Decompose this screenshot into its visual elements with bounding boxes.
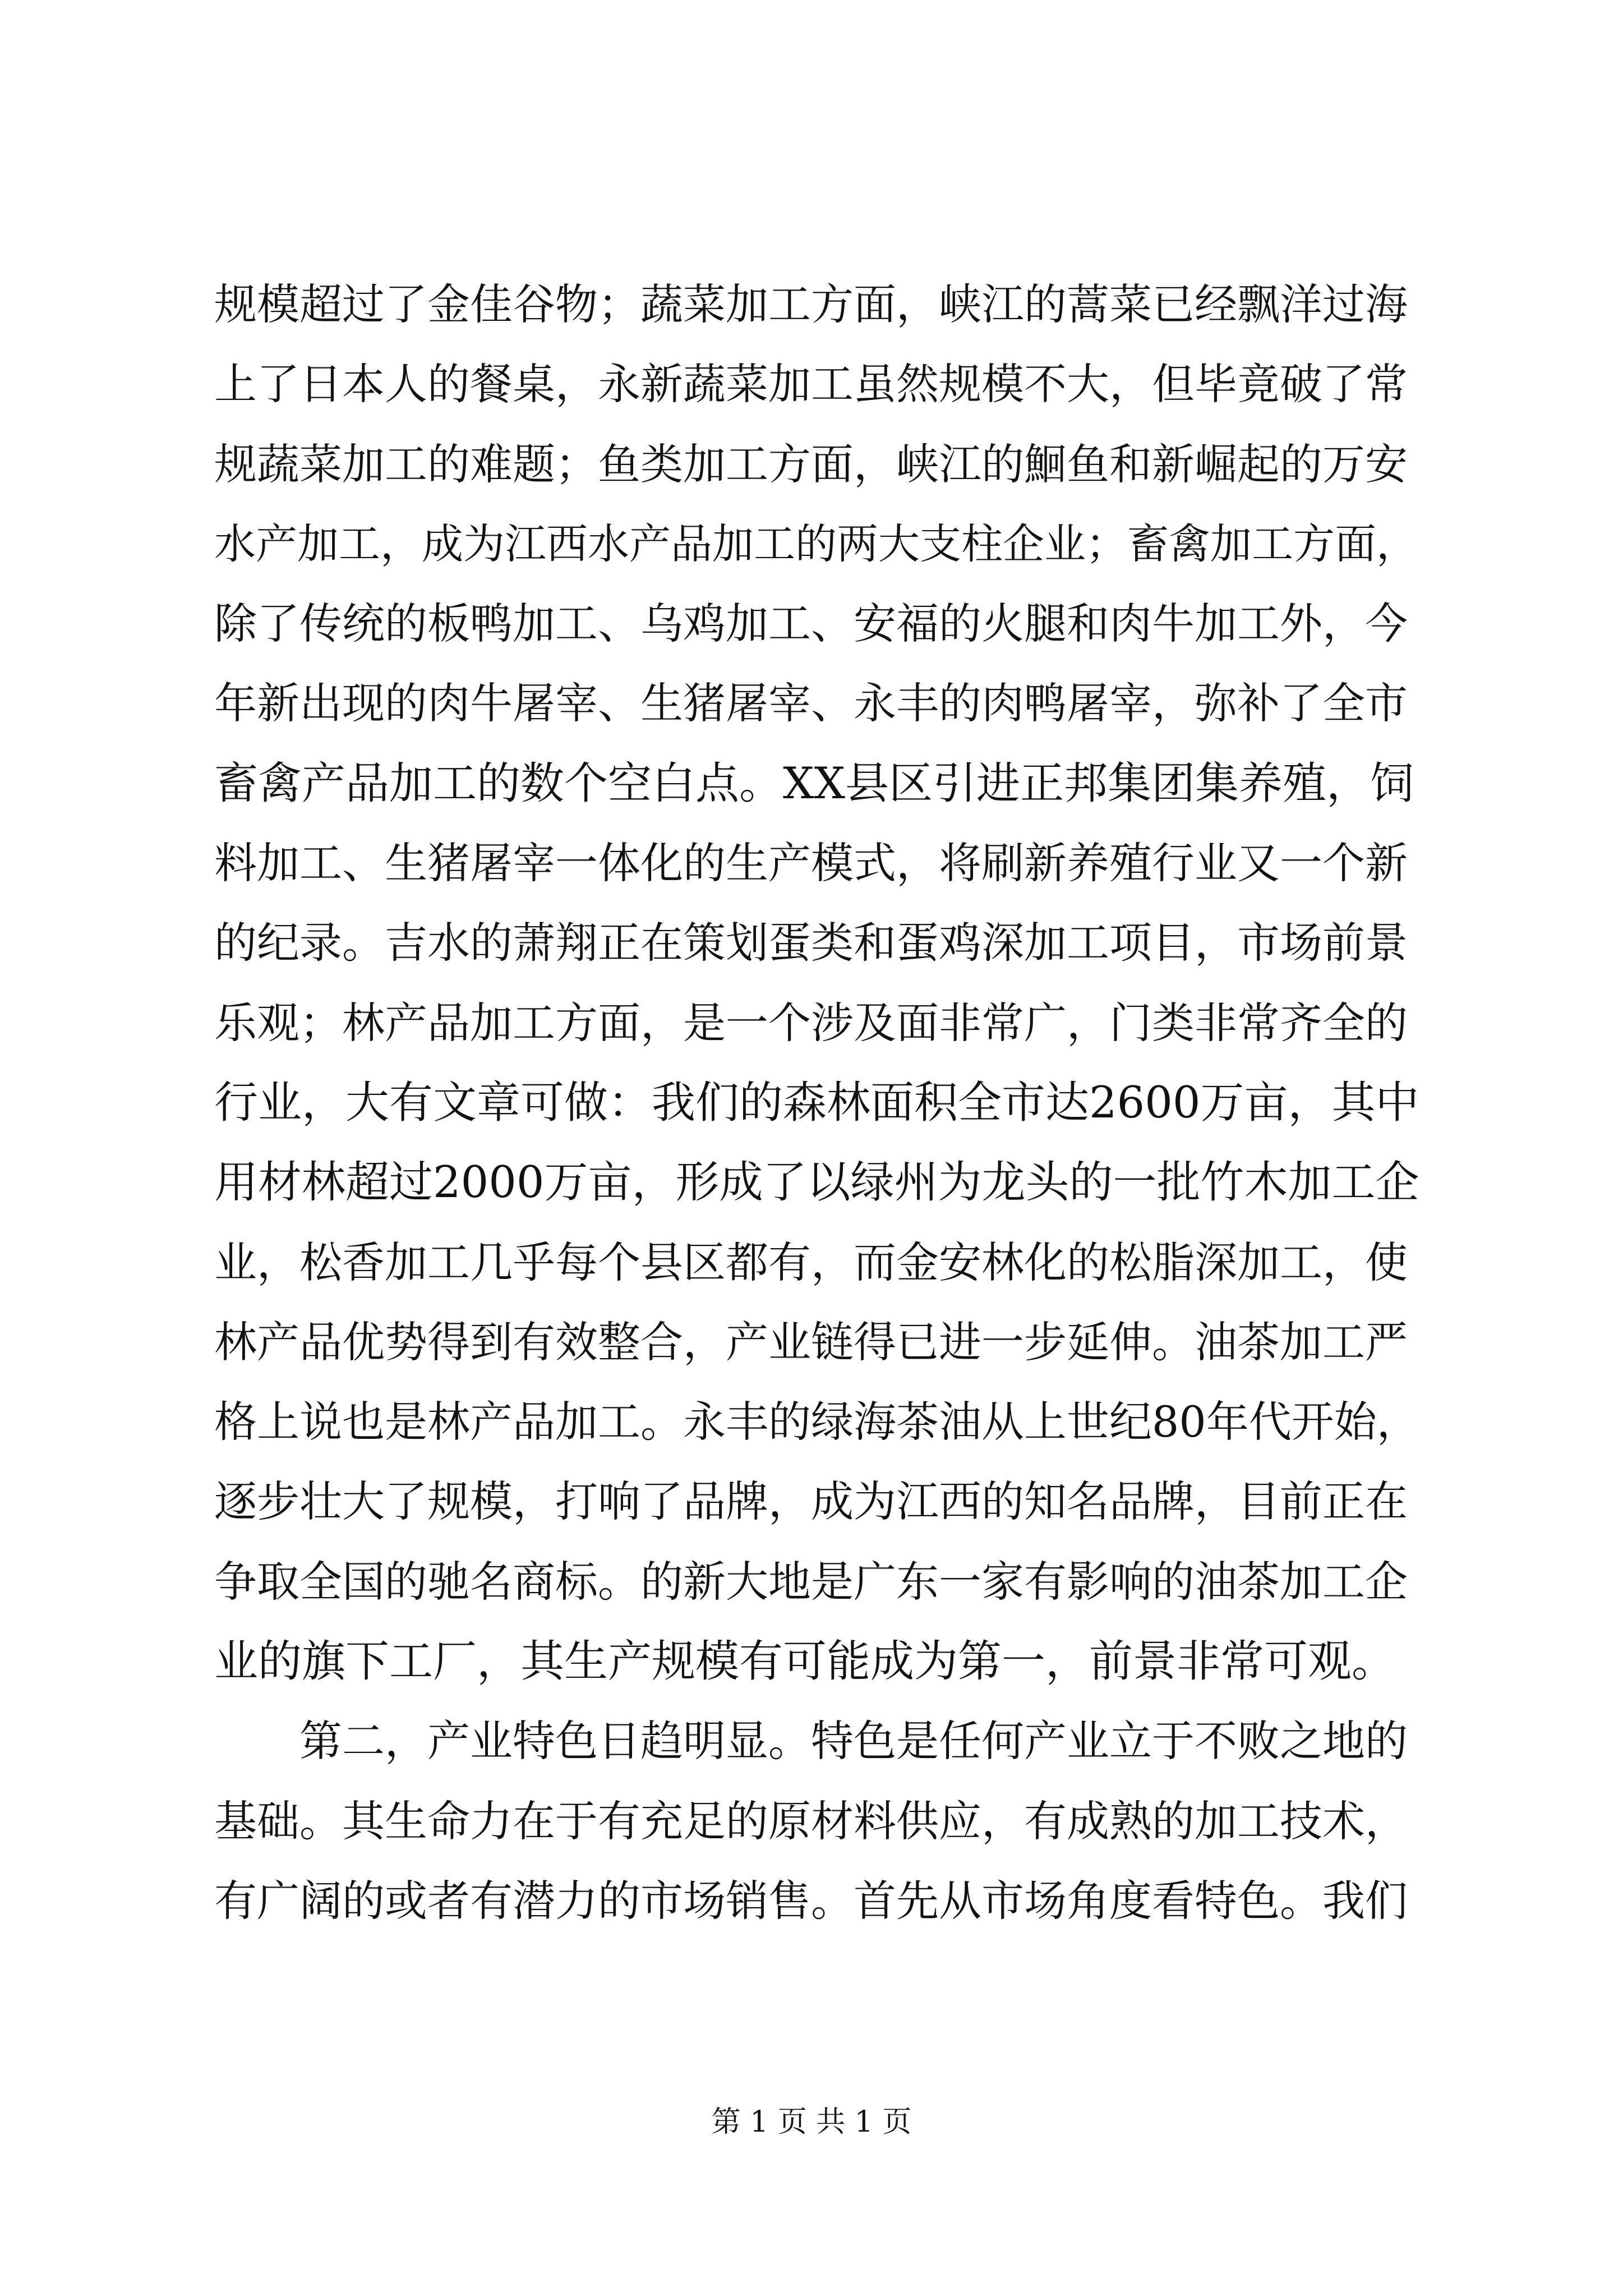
text-line: 料加工、生猪屠宰一体化的生产模式，将刷新养殖行业又一个新 (214, 838, 1408, 889)
text-line: 年新出现的肉牛屠宰、生猪屠宰、永丰的肉鸭屠宰，弥补了全市 (214, 678, 1408, 729)
text-line: 用材林超过2000万亩，形成了以绿州为龙头的一批竹木加工企 (214, 1157, 1419, 1208)
text-line: 乐观；林产品加工方面，是一个涉及面非常广，门类非常齐全的 (214, 997, 1408, 1048)
text-line: 格上说也是林产品加工。永丰的绿海茶油从上世纪80年代开始， (214, 1397, 1419, 1447)
text-line: 的纪录。吉水的萧翔正在策划蛋类和蛋鸡深加工项目，市场前景 (214, 918, 1408, 968)
paragraph-start-line: 第二，产业特色日趋明显。特色是任何产业立于不败之地的 (214, 1716, 1408, 1766)
text-line: 争取全国的驰名商标。的新大地是广东一家有影响的油茶加工企 (214, 1556, 1408, 1607)
text-line: 上了日本人的餐桌，永新蔬菜加工虽然规模不大，但毕竟破了常 (214, 359, 1408, 409)
text-line: 林产品优势得到有效整合，产业链得已进一步延伸。油茶加工严 (214, 1317, 1408, 1367)
text-line: 有广阔的或者有潜力的市场销售。首先从市场角度看特色。我们 (214, 1875, 1408, 1926)
text-line: 逐步壮大了规模，打响了品牌，成为江西的知名品牌，目前正在 (214, 1476, 1408, 1527)
text-line: 基础。其生命力在于有充足的原材料供应，有成熟的加工技术， (214, 1796, 1408, 1846)
text-line: 水产加工，成为江西水产品加工的两大支柱企业；畜禽加工方面， (214, 519, 1418, 568)
body-text (214, 265, 1421, 1941)
text-line: 业，松香加工几乎每个县区都有，而金安林化的松脂深加工，使 (214, 1237, 1408, 1287)
text-line: 规模超过了金佳谷物；蔬菜加工方面，峡江的蒿菜已经飘洋过海 (214, 279, 1408, 329)
text-line: 业的旗下工厂，其生产规模有可能成为第一，前景非常可观。 (214, 1636, 1396, 1687)
text-line: 畜禽产品加工的数个空白点。XX县区引进正邦集团集养殖，饲 (214, 758, 1414, 809)
text-line: 行业，大有文章可做：我们的森林面积全市达2600万亩，其中 (214, 1077, 1419, 1128)
text-line: 规蔬菜加工的难题；鱼类加工方面，峡江的鮰鱼和新崛起的万安 (214, 439, 1408, 489)
page-footer: 第 1 页 共 1 页 (711, 2105, 912, 2139)
text-line: 除了传统的板鸭加工、乌鸡加工、安福的火腿和肉牛加工外，今 (214, 599, 1408, 649)
